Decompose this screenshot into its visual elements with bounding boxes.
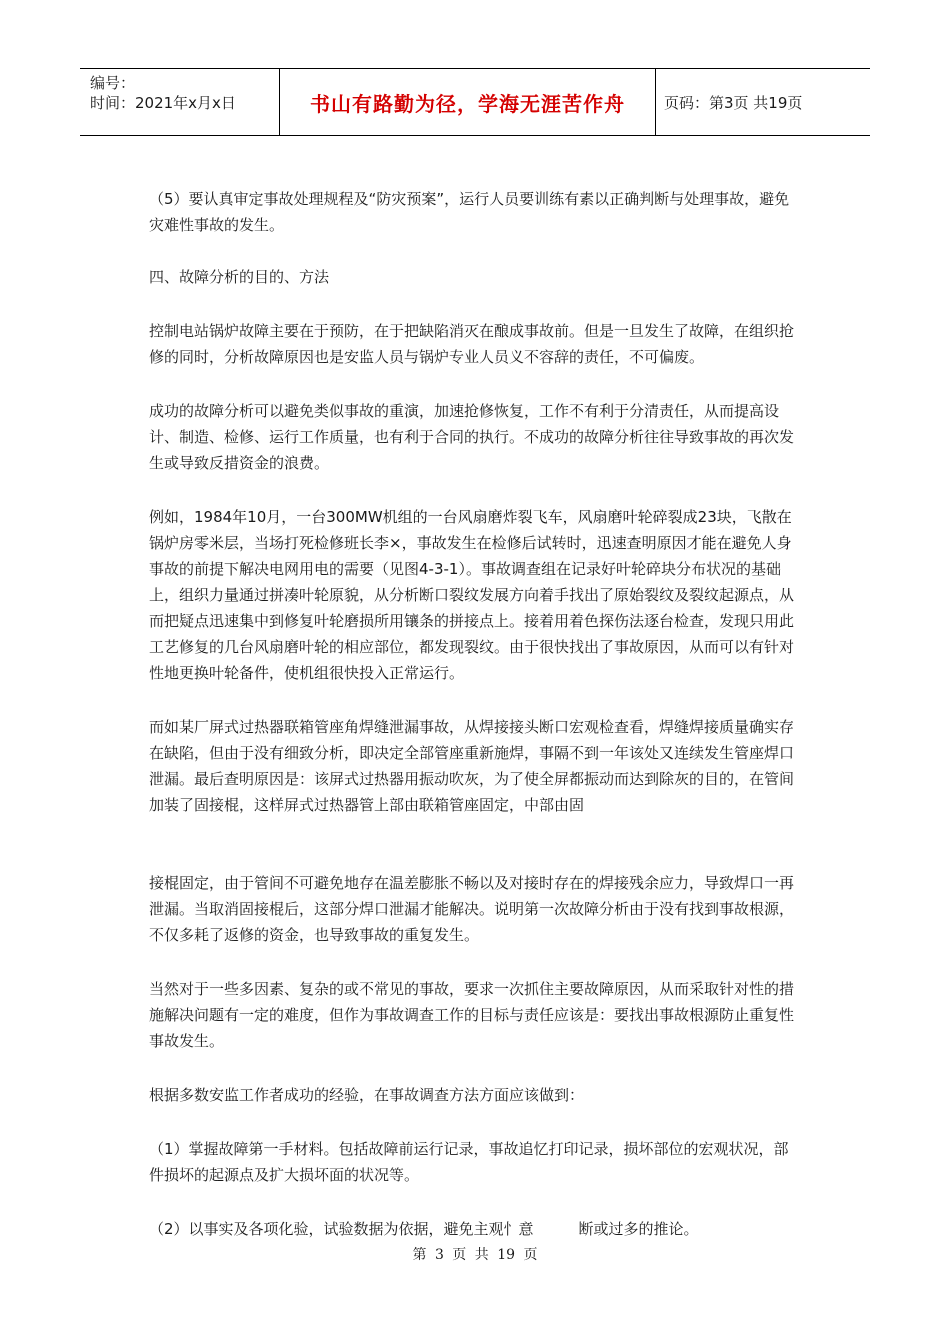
page-footer: 第 3 页 共 19 页 <box>412 1247 538 1263</box>
paragraph: 根据多数安监工作者成功的经验，在事故调查方法方面应该做到： <box>149 1086 585 1104</box>
paragraph: 成功的故障分析可以避免类似事故的重演，加速抢修恢复，工作不有利于分清责任，从而提高设计、制造、检修、运行工作质量，也有利于合同的执行。不成功的故障分析往往导致事故的再次发生或导致反措资金的浪费。 <box>149 402 795 472</box>
paragraph: （5）要认真审定事故处理规程及“防灾预案”，运行人员要训练有素以正确判断与处理事故，避免灾难性事故的发生。 <box>149 190 790 234</box>
paragraph: 而如某厂屏式过热器联箱管座角焊缝泄漏事故，从焊接接头断口宏观检查看，焊缝焊接质量确实存在缺陷，但由于没有细致分析，即决定全部管座重新施焊，事隔不到一年该处又连续发生管座焊口泄漏。最后查明原因是：该屏式过热器用振动吹灰，为了使全屏都振动而达到除灰的目的，在管间加装了固接棍，这样屏式过热器管上部由联箱管座固定，中部由固 <box>149 718 795 814</box>
section-heading: 四、故障分析的目的、方法 <box>149 268 330 286</box>
header-motto: 书山有路勤为径，学海无涯苦作舟 <box>280 69 656 135</box>
paragraph: 例如，1984年10月，一台300MW机组的一台风扇磨炸裂飞车，风扇磨叶轮碎裂成23块，飞散在锅炉房零米层，当场打死检修班长李×，事故发生在检修后试转时，迅速查明原因才能在避免人身事故的前提下解决电网用电的需要（见图4-3-1）。事故调查组在记录好叶轮碎块分布状况的基础上，组织力量通过拼凑叶轮原貌，从分析断口裂纹发展方向着手找出了原始裂纹及裂纹起源点，从而把疑点迅速集中到修复叶轮磨损所用镶条的拼接点上。接着用着色探伤法逐台检查，发现只用此工艺修复的几台风扇磨叶轮的相应部位，都发现裂纹。由于很快找出了事故原因，从而可以有针对性地更换叶轮备件，使机组很快投入正常运行。 <box>149 508 795 682</box>
time-label: 时间：2021年x月x日 <box>90 94 236 112</box>
header-page-number: 页码：第3页 共19页 <box>664 93 803 112</box>
code-label: 编号： <box>90 74 136 92</box>
paragraph: 当然对于一些多因素、复杂的或不常见的事故，要求一次抓住主要故障原因，从而采取针对性的措施解决问题有一定的难度，但作为事故调查工作的目标与责任应该是：要找出事故根源防止重复性事故发生。 <box>149 980 795 1050</box>
header-meta <box>80 69 280 135</box>
paragraph: 控制电站锅炉故障主要在于预防，在于把缺陷消灭在酿成事故前。但是一旦发生了故障，在组织抢修的同时，分析故障原因也是安监人员与锅炉专业人员义不容辞的责任，不可偏废。 <box>149 322 795 366</box>
document-body <box>149 186 799 1242</box>
paragraph: 接棍固定，由于管间不可避免地存在温差膨胀不畅以及对接时存在的焊接残余应力，导致焊口一再泄漏。当取消固接棍后，这部分焊口泄漏才能解决。说明第一次故障分析由于没有找到事故根源，不仅多耗了返修的资金，也导致事故的重复发生。 <box>149 874 795 944</box>
paragraph: （1）掌握故障第一手材料。包括故障前运行记录，事故追忆打印记录，损坏部位的宏观状况，部件损坏的起源点及扩大损坏面的状况等。 <box>149 1140 789 1184</box>
page-header <box>80 68 870 136</box>
paragraph: （2）以事实及各项化验，试验数据为依据，避免主观忄意 断或过多的推论。 <box>149 1220 699 1238</box>
